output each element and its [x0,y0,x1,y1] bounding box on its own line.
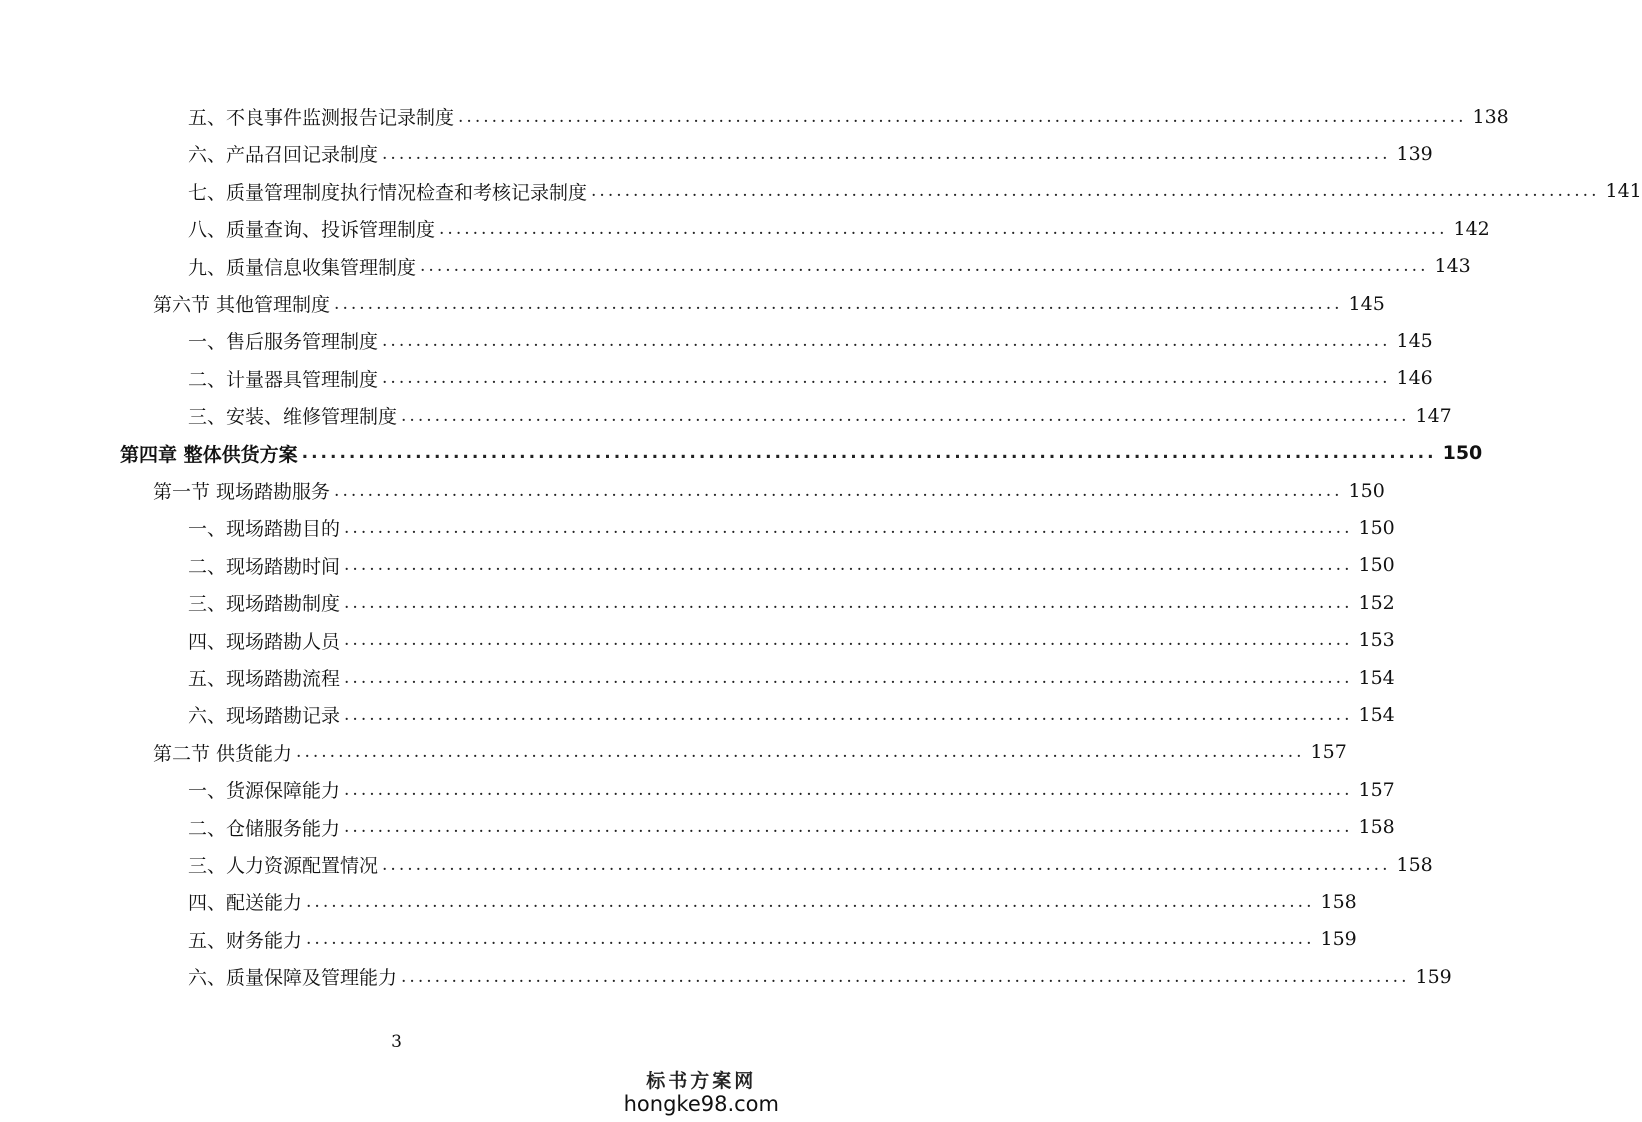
toc-entry-title: 二、仓储服务能力 [188,817,341,840]
toc-entry-title: 三、现场踏勘制度 [188,593,341,616]
toc-entry[interactable] [188,771,1395,808]
toc-dot-leader: ........................................................................................................................ [334,293,1343,314]
toc-entry-page: 143 [1434,255,1471,278]
toc-entry[interactable] [120,435,1483,472]
toc-entry[interactable] [188,846,1433,883]
toc-entry-title: 二、计量器具管理制度 [188,368,379,391]
toc-entry[interactable] [153,472,1385,509]
toc-entry-page: 150 [1442,442,1483,465]
toc-dot-leader: ........................................................................................................................ [458,106,1467,127]
toc-entry-title: 第六节 其他管理制度 [153,294,331,316]
watermark [624,1066,779,1115]
toc-entry[interactable] [188,360,1433,397]
toc-entry[interactable] [188,248,1471,285]
toc-dot-leader: ........................................................................................................................ [306,929,1315,950]
toc-entry-title: 一、售后服务管理制度 [188,331,379,354]
toc-entry[interactable] [188,809,1395,846]
toc-entry-page: 150 [1358,554,1395,577]
toc-entry[interactable] [188,322,1433,359]
toc-dot-leader: ........................................................................................................................ [401,966,1410,987]
toc-entry-page: 154 [1358,666,1395,689]
toc-entry-page: 145 [1348,292,1385,315]
toc-entry[interactable] [188,173,1642,210]
toc-dot-leader: ........................................................................................................................ [420,256,1429,277]
toc-entry[interactable] [188,622,1395,659]
toc-dot-leader: ........................................................................................................................ [344,630,1353,651]
toc-entry[interactable] [153,285,1385,322]
toc-dot-leader: ........................................................................................................................ [382,368,1391,389]
toc-entry[interactable] [188,135,1433,172]
toc-entry-page: 138 [1472,105,1509,128]
toc-dot-leader: ........................................................................................................................ [306,891,1315,912]
toc-entry-title: 六、质量保障及管理能力 [188,967,398,990]
toc-entry[interactable] [188,696,1395,733]
toc-dot-leader: ........................................................................................................................ [344,517,1353,538]
toc-entry-title: 七、质量管理制度执行情况检查和考核记录制度 [188,181,588,204]
toc-entry[interactable] [188,397,1452,434]
toc-entry-title: 第一节 现场踏勘服务 [153,481,331,503]
toc-entry-page: 150 [1348,479,1385,502]
toc-dot-leader: ........................................................................................................................ [344,592,1353,613]
toc-entry-title: 三、安装、维修管理制度 [188,406,398,429]
toc-entry[interactable] [188,584,1395,621]
toc-dot-leader: ........................................................................................................................ [344,667,1353,688]
toc-entry-title: 五、不良事件监测报告记录制度 [188,107,455,129]
toc-entry[interactable] [188,547,1395,584]
toc-entry-title: 五、财务能力 [188,929,303,952]
toc-dot-leader: ........................................................................................................................ [344,817,1353,838]
toc-entry-page: 145 [1396,329,1433,352]
toc-entry-page: 142 [1453,217,1490,240]
toc-dot-leader: ........................................................................................................................ [344,779,1353,800]
toc-entry-title: 二、现场踏勘时间 [188,555,341,578]
toc-entry-page: 159 [1415,965,1452,988]
toc-entry[interactable] [188,509,1395,546]
toc-dot-leader: ........................................................................................................................ [344,555,1353,576]
toc-dot-leader: ........................................................................................................................ [301,443,1437,464]
toc-entry-page: 157 [1358,778,1395,801]
toc-entry-title: 四、现场踏勘人员 [188,630,341,653]
toc-dot-leader: ........................................................................................................................ [382,143,1391,164]
toc-entry-page: 152 [1358,591,1395,614]
toc-entry-page: 154 [1358,703,1395,726]
toc-entry-title: 一、现场踏勘目的 [188,518,341,541]
toc-dot-leader: ........................................................................................................................ [344,704,1353,725]
toc-entry-title: 八、质量查询、投诉管理制度 [188,219,436,242]
toc-entry-page: 141 [1605,180,1642,203]
toc-entry-page: 146 [1396,367,1433,390]
toc-entry[interactable] [188,98,1509,135]
toc-dot-leader: ........................................................................................................................ [296,742,1305,763]
toc-dot-leader: ........................................................................................................................ [382,854,1391,875]
toc-entry-title: 五、现场踏勘流程 [188,668,341,690]
toc-entry[interactable] [188,958,1452,995]
toc-entry-page: 158 [1320,890,1357,913]
toc-entry-title: 六、现场踏勘记录 [188,705,341,728]
toc-entry-page: 147 [1415,404,1452,427]
toc-entry-title: 四、配送能力 [188,892,303,915]
toc-entry-title: 第二节 供货能力 [153,742,293,765]
page-number: 3 [391,1032,402,1052]
toc-entry-page: 139 [1396,142,1433,165]
toc-entry-page: 158 [1358,816,1395,839]
toc-entry-title: 九、质量信息收集管理制度 [188,256,417,279]
toc-entry-page: 153 [1358,629,1395,652]
toc-entry[interactable] [188,659,1395,696]
toc-entry-title: 一、货源保障能力 [188,780,341,803]
toc-entry-page: 150 [1358,516,1395,539]
toc-dot-leader: ........................................................................................................................ [439,218,1448,239]
toc-entry-page: 158 [1396,853,1433,876]
toc-entry-title: 六、产品召回记录制度 [188,144,379,167]
toc-dot-leader: ........................................................................................................................ [334,480,1343,501]
toc-entry[interactable] [188,883,1357,920]
toc-entry[interactable] [188,210,1490,247]
toc-dot-leader: ........................................................................................................................ [382,330,1391,351]
toc-entry-title: 第四章 整体供货方案 [120,443,298,466]
toc-dot-leader: ........................................................................................................................ [401,405,1410,426]
toc-entry[interactable] [153,734,1347,771]
toc-dot-leader: ........................................................................................................................ [591,181,1600,202]
watermark-url: hongke98.com [623,1092,779,1116]
toc-entry-page: 157 [1310,741,1347,764]
toc-entry-title: 三、人力资源配置情况 [188,855,379,877]
toc-entry-page: 159 [1320,928,1357,951]
toc-entry[interactable] [188,921,1357,958]
watermark-site-name: 标书方案网 [646,1070,757,1092]
